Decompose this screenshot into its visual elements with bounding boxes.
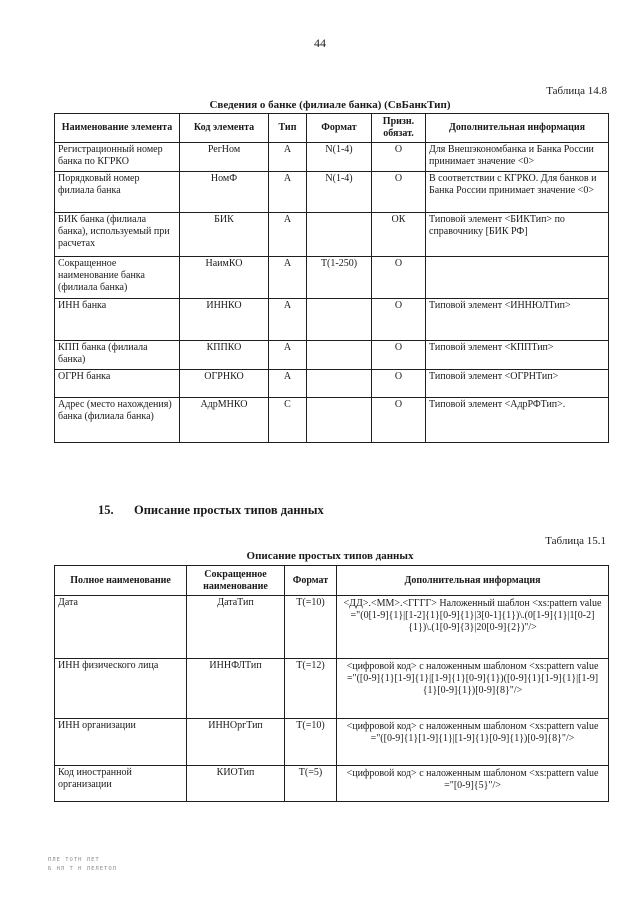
info-cell: Типовой элемент <АдрРФТип>. [426,398,609,443]
element-code-cell: КППКО [180,341,269,370]
table-row [55,719,609,766]
element-name-cell: Регистрационный номер банка по КГРКО [55,143,180,172]
table-row [55,766,609,802]
table-row [55,213,609,257]
element-code-cell: ИННКО [180,299,269,341]
mandatory-cell: О [372,172,426,213]
table-row [55,398,609,443]
page-number: 44 [314,36,326,50]
info-cell: Для Внешэкономбанка и Банка России принимает значение <0> [426,143,609,172]
mandatory-cell: О [372,370,426,398]
element-name-cell: ОГРН банка [55,370,180,398]
info-cell: <ДД>.<ММ>.<ГГГГ> Наложенный шаблон <xs:pattern value="(0[1-9]{1}|[1-2]{1}[0-9]{1}|3[0-1]{1})\.(0[1-9]{1}|1[0-2]{1})\.(1[0-9]{3}|20[0-9]{2})"/> [337,596,609,659]
format-cell: T(=10) [285,596,337,659]
element-name-cell: КПП банка (филиала банка) [55,341,180,370]
header-cell: Тип [269,114,307,143]
table-14-8-label: Таблица 14.8 [546,85,607,97]
mandatory-cell: О [372,341,426,370]
info-cell: В соответствии с КГРКО. Для банков и Банка России принимает значение <0> [426,172,609,213]
header-cell: Дополнительная информация [426,114,609,143]
type-cell: А [269,257,307,299]
element-code-cell: БИК [180,213,269,257]
table-header-row [55,566,609,596]
element-code-cell: АдрМНКО [180,398,269,443]
element-name-cell: БИК банка (филиала банка), используемый при расчетах [55,213,180,257]
table-15-1-label: Таблица 15.1 [545,535,606,547]
format-cell [307,299,372,341]
info-cell [426,257,609,299]
info-cell: Типовой элемент <ОГРНТип> [426,370,609,398]
table-header-row [55,114,609,143]
table-row [55,143,609,172]
header-cell: Наименование элемента [55,114,180,143]
mandatory-cell: О [372,299,426,341]
format-cell: N(1-4) [307,143,372,172]
table-row [55,257,609,299]
type-cell: С [269,398,307,443]
element-code-cell: НомФ [180,172,269,213]
full-name-cell: Код иностранной организации [55,766,187,802]
format-cell [307,370,372,398]
info-cell: Типовой элемент <ИННЮЛТип> [426,299,609,341]
info-cell: Типовой элемент <КППТип> [426,341,609,370]
table-row [55,299,609,341]
bank-info-table [54,113,609,443]
element-code-cell: ОГРНКО [180,370,269,398]
type-cell: А [269,299,307,341]
format-cell: T(1-250) [307,257,372,299]
element-name-cell: Порядковый номер филиала банка [55,172,180,213]
info-cell: <цифровой код> с наложенным шаблоном <xs:pattern value="([0-9]{1}[1-9]{1}|[1-9]{1}[0-9]{1})([0-9]{1}[1-9]{1}|[1-9]{1}[0-9]{1})[0-9]{8}"/> [337,659,609,719]
element-name-cell: Адрес (место нахождения) банка (филиала банка) [55,398,180,443]
footer-stamp [48,856,117,874]
table-15-1-title: Описание простых типов данных [246,550,414,562]
header-cell: Формат [285,566,337,596]
header-cell: Призн. обязат. [372,114,426,143]
simple-types-table [54,565,609,802]
type-cell: А [269,172,307,213]
header-cell: Формат [307,114,372,143]
footer-line: ПЛЕ ТОТН ЛЕТ [48,857,100,863]
element-name-cell: Сокращенное наименование банка (филиала банка) [55,257,180,299]
format-cell: T(=12) [285,659,337,719]
type-cell: А [269,213,307,257]
table-row [55,172,609,213]
full-name-cell: Дата [55,596,187,659]
table-row [55,370,609,398]
mandatory-cell: ОК [372,213,426,257]
section-heading [98,503,324,518]
element-code-cell: РегНом [180,143,269,172]
format-cell [307,341,372,370]
info-cell: Типовой элемент <БИКТип> по справочнику [БИК РФ] [426,213,609,257]
section-title: Описание простых типов данных [134,503,324,517]
format-cell [307,213,372,257]
info-cell: <цифровой код> с наложенным шаблоном <xs:pattern value="([0-9]{1}[1-9]{1}|[1-9]{1}[0-9]{1})[0-9]{8}"/> [337,719,609,766]
mandatory-cell: О [372,257,426,299]
full-name-cell: ИНН организации [55,719,187,766]
mandatory-cell: О [372,143,426,172]
type-cell: А [269,341,307,370]
header-cell: Дополнительная информация [337,566,609,596]
header-cell: Код элемента [180,114,269,143]
table-row [55,659,609,719]
format-cell: T(=10) [285,719,337,766]
footer-line: Б НЛ Т Н ЛЕЛЕТОЛ [48,866,117,872]
table-14-8-title: Сведения о банке (филиале банка) (СвБанкТип) [209,99,451,111]
mandatory-cell: О [372,398,426,443]
short-name-cell: ДатаТип [187,596,285,659]
format-cell: N(1-4) [307,172,372,213]
short-name-cell: ИННФЛТип [187,659,285,719]
format-cell [307,398,372,443]
header-cell: Сокращенное наименование [187,566,285,596]
full-name-cell: ИНН физического лица [55,659,187,719]
short-name-cell: ИННОргТип [187,719,285,766]
element-code-cell: НаимКО [180,257,269,299]
type-cell: А [269,370,307,398]
table-row [55,341,609,370]
info-cell: <цифровой код> с наложенным шаблоном <xs:pattern value="[0-9]{5}"/> [337,766,609,802]
table-row [55,596,609,659]
header-cell: Полное наименование [55,566,187,596]
short-name-cell: КИОТип [187,766,285,802]
element-name-cell: ИНН банка [55,299,180,341]
type-cell: А [269,143,307,172]
format-cell: T(=5) [285,766,337,802]
section-number: 15. [98,503,114,517]
